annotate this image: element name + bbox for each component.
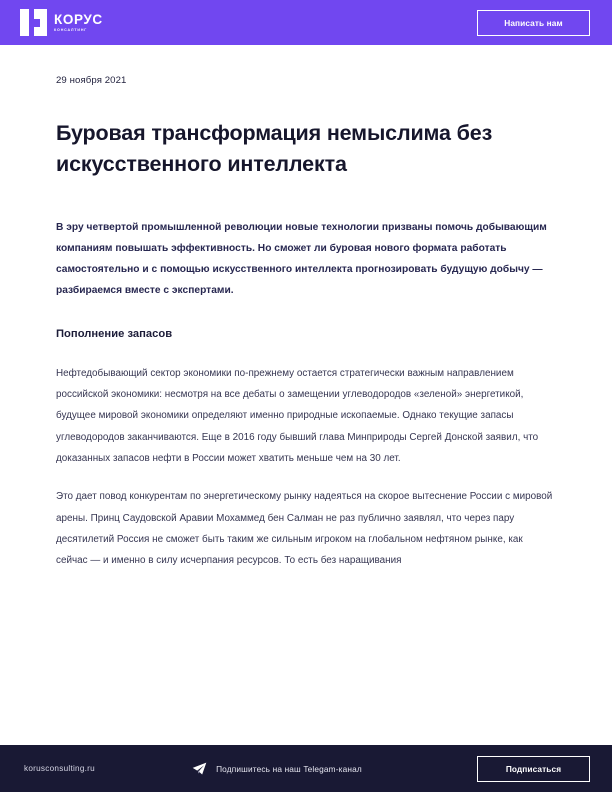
subscribe-button[interactable]: Подписаться [477,756,590,782]
telegram-paper-plane-icon [192,762,207,775]
brand-name: КОРУС [54,11,103,27]
footer-website-link[interactable]: korusconsulting.ru [24,764,95,773]
article-main [0,45,612,745]
brand-text [54,13,103,33]
article-paragraph: Это дает повод конкурентам по энергетическому рынку надеяться на скорое вытеснение России с мировой арены. Принц Саудовской Аравии Мохаммед бен Салман не раз публично заявлял, что через пару десятилетий Россия не сможет быть таким же сильным игроком на глобальном нефтяном рынке, как сейчас — и именно в силу исчерпания ресурсов. То есть без наращивания [56,491,553,567]
article-paragraph: Нефтедобывающий сектор экономики по-прежнему остается стратегически важным направлением российской экономики: несмотря на все дебаты о замещении углеводородов «зеленой» энергетикой, будущее мировой экономики определяют именно природные ископаемые. Однако текущие запасы углеводородов заканчиваются. Еще в 2016 году бывший глава Минприроды Сергей Донской заявил, что доказанных запасов нефти в России может хватить меньше чем на 30 лет. [56,367,539,464]
footer-telegram-promo [95,762,477,775]
contact-us-button[interactable]: Написать нам [477,10,590,36]
page-title: Буровая трансформация немыслима без искусственного интеллекта [56,121,493,176]
section-heading-replenishment: Пополнение запасов [56,328,173,341]
korus-logo-mark-icon [20,9,47,36]
article-lead-paragraph: В эру четвертой промышленной революции новые технологии призваны помочь добывающим компаниям повышать эффективность. Но сможет ли буровая нового формата работать самостоятельно и с помощью искусственного интеллекта прогнозировать будущую добычу — разбираемся вместе с экспертами. [56,222,547,297]
site-footer [0,745,612,792]
footer-telegram-text: Подпишитесь на наш Telegam-канал [216,763,362,774]
brand-logo[interactable] [20,9,103,36]
brand-subtitle: КОНСАЛТИНГ [54,27,88,32]
article-date: 29 ноября 2021 [56,75,127,86]
site-header [0,0,612,45]
